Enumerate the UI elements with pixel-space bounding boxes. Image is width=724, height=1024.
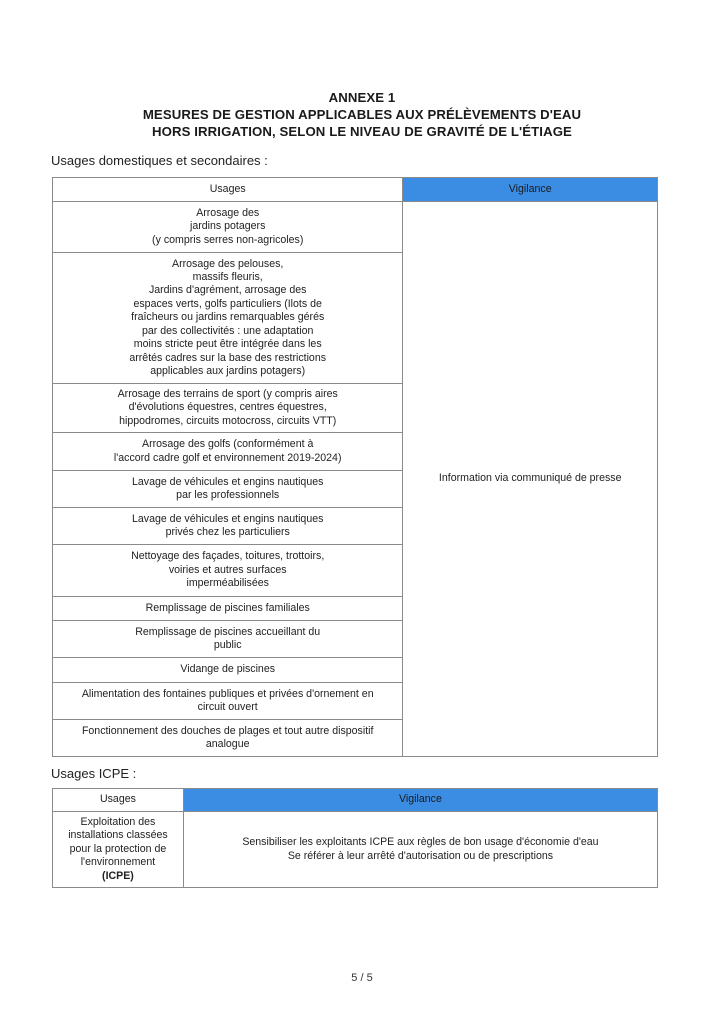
usage-line: Remplissage de piscines familiales — [145, 601, 310, 614]
icpe-usage-line: installations classées — [68, 829, 168, 842]
usage-cell — [53, 202, 403, 253]
usage-cell — [53, 433, 403, 471]
usage-line: circuit ouvert — [197, 701, 258, 713]
usage-line: Jardins d'agrément, arrosage des — [148, 284, 307, 297]
usage-line: analogue — [205, 738, 250, 750]
section-label-icpe: Usages ICPE : — [51, 766, 137, 781]
table-row — [53, 202, 658, 253]
usage-cell — [53, 508, 403, 545]
usage-line: espaces verts, golfs particuliers (Ilots de — [133, 297, 322, 310]
vigilance-cell: Information via communiqué de presse — [403, 202, 658, 757]
usage-line: jardins potagers — [190, 220, 266, 233]
annex-title-line-2: MESURES DE GESTION APPLICABLES AUX PRÉLÈVEMENTS D'EAU — [142, 107, 582, 122]
section-label-domestic: Usages domestiques et secondaires : — [51, 153, 268, 168]
usage-line: Nettoyage des façades, toitures, trottoirs, — [131, 550, 325, 563]
usage-line: par les professionnels — [176, 489, 280, 501]
header-vigilance: Vigilance — [403, 178, 658, 202]
usage-line: voiries et autres surfaces — [168, 563, 287, 576]
usage-line: hippodromes, circuits motocross, circuits VTT) — [119, 414, 337, 427]
usage-line: Fonctionnement des douches de plages et tout autre dispositif — [81, 724, 374, 737]
usage-cell — [53, 545, 403, 597]
usage-line: massifs fleuris, — [192, 271, 263, 284]
usage-line: fraîcheurs ou jardins remarquables gérés — [131, 311, 325, 324]
annex-title — [0, 89, 724, 140]
usage-line: applicables aux jardins potagers) — [150, 364, 306, 377]
usage-line: l'accord cadre golf et environnement 2019-2024) — [113, 451, 342, 464]
annex-title-line-3: HORS IRRIGATION, SELON LE NIVEAU DE GRAVITÉ DE L'ÉTIAGE — [152, 124, 572, 139]
usage-cell — [53, 384, 403, 433]
usage-cell — [53, 720, 403, 757]
usage-cell — [53, 621, 403, 658]
usage-line: par des collectivités : une adaptation — [142, 324, 314, 337]
icpe-usage-line: pour la protection de — [69, 842, 167, 855]
usage-line: public — [213, 639, 242, 651]
usage-cell — [53, 683, 403, 720]
icpe-usage-bold: (ICPE) — [102, 869, 134, 882]
page-number: 5 / 5 — [351, 972, 373, 984]
icpe-usage-text — [57, 816, 179, 870]
icpe-usage-line: Exploitation des — [80, 815, 156, 828]
icpe-header-usages: Usages — [53, 789, 184, 812]
icpe-usage-line: l'environnement — [80, 856, 156, 869]
usage-line: (y compris serres non-agricoles) — [152, 233, 304, 246]
usage-cell — [53, 471, 403, 508]
icpe-vigilance-line-1: Sensibiliser les exploitants ICPE aux règles de bon usage d'économie d'eau — [242, 836, 599, 849]
annex-title-line-1: ANNEXE 1 — [328, 90, 396, 105]
usage-line: imperméabilisées — [186, 577, 269, 590]
usage-line: Arrosage des — [196, 206, 260, 219]
usage-line: Arrosage des pelouses, — [172, 257, 284, 270]
header-usages: Usages — [53, 178, 403, 202]
usage-line: Arrosage des golfs (conformément à — [142, 438, 314, 451]
icpe-usage-cell — [53, 812, 184, 888]
usage-cell — [53, 658, 403, 683]
usage-cell — [53, 253, 403, 384]
usage-cell — [53, 597, 403, 621]
icpe-header-vigilance: Vigilance — [183, 789, 657, 812]
usage-line: Lavage de véhicules et engins nautiques — [131, 475, 324, 488]
usage-line: arrêtés cadres sur la base des restrictions — [129, 351, 327, 364]
usage-line: Remplissage de piscines accueillant du — [135, 625, 321, 638]
icpe-vigilance-line-2: Se référer à leur arrêté d'autorisation ou de prescriptions — [287, 849, 554, 862]
icpe-vigilance-cell — [183, 812, 657, 888]
usage-line: Alimentation des fontaines publiques et privées d'ornement en — [81, 687, 374, 700]
domestic-usage-table — [52, 177, 658, 757]
usage-line: Arrosage des terrains de sport (y compris aires — [117, 387, 338, 400]
usage-line: Vidange de piscines — [180, 663, 276, 676]
usage-line: moins stricte peut être intégrée dans les — [133, 338, 322, 351]
usage-line: Lavage de véhicules et engins nautiques — [131, 512, 324, 525]
icpe-usage-table — [52, 788, 658, 888]
usage-line: d'évolutions équestres, centres équestres, — [128, 401, 327, 414]
domestic-table-body — [53, 202, 658, 757]
usage-line: privés chez les particuliers — [165, 526, 290, 538]
